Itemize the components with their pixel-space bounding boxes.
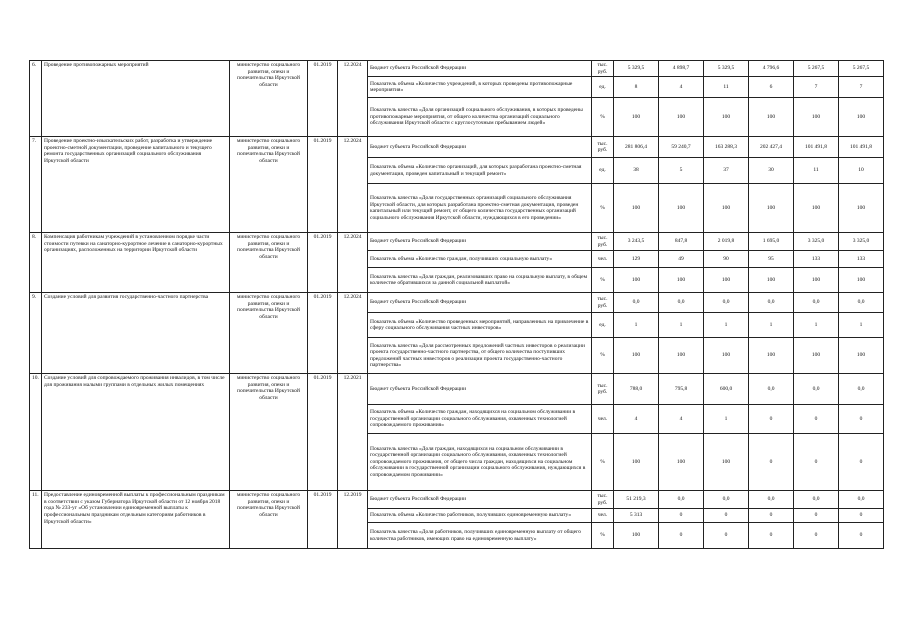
program-activities-table bbox=[29, 60, 884, 549]
indicator-value: 202 427,4 bbox=[749, 137, 794, 158]
indicator-value: 100 bbox=[794, 268, 839, 293]
indicator-value: 4 bbox=[659, 77, 704, 98]
indicator-value: 5 267,5 bbox=[794, 61, 839, 77]
indicator-text: Показатель качества «Доля организаций социального обслуживания, в которых проведены противопожарные мероприятия, от общего количества организаций социального обслуживания Иркутской области с круглосуточным пребыванием людей» bbox=[368, 98, 592, 137]
indicator-unit: ед. bbox=[592, 158, 614, 184]
indicator-value: 0 bbox=[704, 523, 749, 549]
indicator-text: Показатель объема «Количество работников, получивших единовременную выплату» bbox=[368, 509, 592, 523]
indicator-text: Показатель объема «Количество организаций, для которых разработана проектно-сметная документация, проведен капитальный и текущий ремонт» bbox=[368, 158, 592, 184]
indicator-value: 0,0 bbox=[749, 374, 794, 405]
end-date: 12.2024 bbox=[338, 233, 368, 293]
start-date: 01.2019 bbox=[308, 233, 338, 293]
indicator-value: 129 bbox=[614, 251, 659, 268]
executor: министерство социального развития, опеки и попечительства Иркутской области bbox=[230, 137, 308, 233]
indicator-value: 95 bbox=[749, 251, 794, 268]
program-table-page bbox=[29, 60, 883, 549]
indicator-value: 49 bbox=[659, 251, 704, 268]
indicator-value: 100 bbox=[749, 338, 794, 374]
indicator-value: 100 bbox=[704, 184, 749, 233]
end-date: 12.2024 bbox=[338, 293, 368, 374]
indicator-value: 100 bbox=[704, 434, 749, 491]
indicator-value: 0 bbox=[659, 523, 704, 549]
indicator-value: 11 bbox=[704, 77, 749, 98]
indicator-value: 100 bbox=[659, 338, 704, 374]
indicator-text: Показатель качества «Доля государственных организаций социального обслуживания Иркутской области, для которых разработана проектно-сметная документация, проведен капитальный или текущий ремонт, от общего количества государственных организаций социального обслуживания Иркутской области, нуждающихся в его проведении» bbox=[368, 184, 592, 233]
start-date: 01.2019 bbox=[308, 491, 338, 549]
start-date: 01.2019 bbox=[308, 374, 338, 491]
indicator-text: Показатель качества «Доля граждан, находящихся на социальном обслуживании в государственной организации социального обслуживания, охваченных технологией сопровождаемого проживания, от общего числа граждан, находящихся на социальном обслуживании в государственной организации социального обслуживания, нуждающихся в сопровождаемом проживании» bbox=[368, 434, 592, 491]
indicator-value: 133 bbox=[794, 251, 839, 268]
indicator-value: 100 bbox=[614, 268, 659, 293]
indicator-unit: % bbox=[592, 338, 614, 374]
indicator-value: 0 bbox=[794, 509, 839, 523]
start-date: 01.2019 bbox=[308, 137, 338, 233]
indicator-value: 0 bbox=[839, 509, 884, 523]
indicator-value: 0 bbox=[794, 405, 839, 434]
indicator-value: 0,0 bbox=[794, 293, 839, 313]
activity-name: Компенсация работникам учреждений в установленном порядке части стоимости путевки на санаторно-курортное лечение в санаторно-курортных организациях, расположенных на территории Иркутской области bbox=[42, 233, 230, 293]
table-row bbox=[30, 61, 884, 77]
indicator-text: Показатель качества «Доля работников, получивших единовременную выплату от общего количества работников, имеющих право на единовременную выплату» bbox=[368, 523, 592, 549]
indicator-value: 4 796,6 bbox=[749, 61, 794, 77]
indicator-value: 3 243,5 bbox=[614, 233, 659, 251]
indicator-value: 11 bbox=[794, 158, 839, 184]
indicator-value: 0,0 bbox=[749, 491, 794, 509]
indicator-text: Бюджет субъекта Российской Федерации bbox=[368, 233, 592, 251]
indicator-unit: тыс. руб. bbox=[592, 233, 614, 251]
indicator-value: 0 bbox=[839, 523, 884, 549]
indicator-text: Бюджет субъекта Российской Федерации bbox=[368, 491, 592, 509]
activity-name: Создание условий для сопровождаемого проживания инвалидов, в том числе для проживания малыми группами в отдельных жилых помещениях bbox=[42, 374, 230, 491]
indicator-value: 5 329,5 bbox=[614, 61, 659, 77]
indicator-value: 100 bbox=[839, 268, 884, 293]
indicator-value: 100 bbox=[614, 523, 659, 549]
indicator-value: 788,0 bbox=[614, 374, 659, 405]
indicator-value: 100 bbox=[659, 184, 704, 233]
indicator-text: Показатель объема «Количество учреждений, в которых проведены противопожарные мероприятия» bbox=[368, 77, 592, 98]
indicator-value: 59 240,7 bbox=[659, 137, 704, 158]
indicator-value: 600,0 bbox=[704, 374, 749, 405]
executor: министерство социального развития, опеки и попечительства Иркутской области bbox=[230, 293, 308, 374]
indicator-value: 0,0 bbox=[659, 491, 704, 509]
indicator-value: 1 bbox=[839, 313, 884, 338]
activity-name: Проведение противопожарных мероприятий bbox=[42, 61, 230, 137]
indicator-value: 1 bbox=[659, 313, 704, 338]
indicator-value: 100 bbox=[749, 184, 794, 233]
indicator-unit: % bbox=[592, 184, 614, 233]
indicator-unit: % bbox=[592, 98, 614, 137]
indicator-value: 100 bbox=[794, 184, 839, 233]
indicator-value: 100 bbox=[704, 268, 749, 293]
indicator-value: 5 bbox=[659, 158, 704, 184]
indicator-value: 100 bbox=[839, 338, 884, 374]
indicator-value: 100 bbox=[614, 434, 659, 491]
indicator-value: 4 898,7 bbox=[659, 61, 704, 77]
indicator-value: 5 267,5 bbox=[839, 61, 884, 77]
indicator-value: 100 bbox=[659, 268, 704, 293]
indicator-text: Показатель качества «Доля рассмотренных предложений частных инвесторов о реализации проекта государственно-частного партнерства, от общего количества поступивших предложений частных инвесторов о реализации проекта государственно-частного партнерства» bbox=[368, 338, 592, 374]
indicator-value: 0 bbox=[794, 523, 839, 549]
indicator-value: 100 bbox=[659, 434, 704, 491]
indicator-unit: ед. bbox=[592, 77, 614, 98]
indicator-value: 5 329,5 bbox=[704, 61, 749, 77]
indicator-value: 0,0 bbox=[839, 293, 884, 313]
indicator-value: 51 219,3 bbox=[614, 491, 659, 509]
indicator-value: 1 bbox=[704, 313, 749, 338]
indicator-value: 1 bbox=[704, 405, 749, 434]
indicator-value: 100 bbox=[704, 98, 749, 137]
indicator-value: 0,0 bbox=[839, 374, 884, 405]
table-row bbox=[30, 374, 884, 405]
indicator-unit: тыс. руб. bbox=[592, 293, 614, 313]
table-row bbox=[30, 491, 884, 509]
indicator-text: Показатель объема «Количество граждан, получивших социальную выплату» bbox=[368, 251, 592, 268]
indicator-text: Бюджет субъекта Российской Федерации bbox=[368, 137, 592, 158]
indicator-value: 100 bbox=[749, 268, 794, 293]
indicator-value: 3 325,0 bbox=[794, 233, 839, 251]
end-date: 12.2019 bbox=[338, 491, 368, 549]
start-date: 01.2019 bbox=[308, 293, 338, 374]
indicator-unit: тыс. руб. bbox=[592, 491, 614, 509]
indicator-unit: чел. bbox=[592, 509, 614, 523]
indicator-unit: % bbox=[592, 434, 614, 491]
indicator-value: 1 bbox=[749, 313, 794, 338]
indicator-value: 133 bbox=[839, 251, 884, 268]
row-number: 8. bbox=[30, 233, 42, 293]
indicator-value: 0 bbox=[794, 434, 839, 491]
indicator-value: 281 806,4 bbox=[614, 137, 659, 158]
indicator-value: 0 bbox=[659, 509, 704, 523]
indicator-value: 100 bbox=[839, 184, 884, 233]
indicator-value: 1 bbox=[614, 313, 659, 338]
indicator-value: 0 bbox=[704, 509, 749, 523]
indicator-text: Бюджет субъекта Российской Федерации bbox=[368, 374, 592, 405]
indicator-value: 8 bbox=[614, 77, 659, 98]
indicator-text: Показатель объема «Количество проведенных мероприятий, направленных на привлечение в сферу социального обслуживания частных инвесторов» bbox=[368, 313, 592, 338]
indicator-value: 0 bbox=[749, 523, 794, 549]
row-number: 6. bbox=[30, 61, 42, 137]
indicator-value: 3 325,0 bbox=[839, 233, 884, 251]
start-date: 01.2019 bbox=[308, 61, 338, 137]
indicator-value: 0 bbox=[749, 509, 794, 523]
indicator-value: 0,0 bbox=[794, 491, 839, 509]
executor: министерство социального развития, опеки и попечительства Иркутской области bbox=[230, 61, 308, 137]
indicator-value: 5 313 bbox=[614, 509, 659, 523]
indicator-unit: % bbox=[592, 523, 614, 549]
indicator-unit: тыс. руб. bbox=[592, 61, 614, 77]
indicator-value: 0,0 bbox=[794, 374, 839, 405]
indicator-value: 100 bbox=[659, 98, 704, 137]
indicator-value: 100 bbox=[794, 98, 839, 137]
indicator-value: 101 491,8 bbox=[794, 137, 839, 158]
row-number: 7. bbox=[30, 137, 42, 233]
indicator-value: 1 bbox=[794, 313, 839, 338]
end-date: 12.2024 bbox=[338, 137, 368, 233]
indicator-value: 30 bbox=[749, 158, 794, 184]
indicator-value: 7 bbox=[794, 77, 839, 98]
table-row bbox=[30, 137, 884, 158]
indicator-value: 100 bbox=[794, 338, 839, 374]
indicator-value: 100 bbox=[614, 184, 659, 233]
activity-name: Проведение проектно-изыскательских работ, разработка и утверждение проектно-сметной документации, проведение капитального и текущего ремонта государственных организаций социального обслуживания Иркутской области bbox=[42, 137, 230, 233]
end-date: 12.2024 bbox=[338, 61, 368, 137]
indicator-unit: тыс. руб. bbox=[592, 374, 614, 405]
indicator-value: 0,0 bbox=[614, 293, 659, 313]
indicator-unit: ед. bbox=[592, 313, 614, 338]
activity-name: Предоставление единовременной выплаты к профессиональным праздникам в соответствии с указом Губернатора Иркутской области от 12 ноября 2018 года № 233-уг «Об установлении единовременной выплаты к профессиональным праздникам отдельным категориям работников в Иркутской области» bbox=[42, 491, 230, 549]
indicator-unit: тыс. руб. bbox=[592, 137, 614, 158]
indicator-text: Показатель объема «Количество граждан, находящихся на социальном обслуживании в государственной организации социального обслуживания, охваченных технологией сопровождаемого проживания» bbox=[368, 405, 592, 434]
row-number: 11. bbox=[30, 491, 42, 549]
indicator-unit: % bbox=[592, 268, 614, 293]
indicator-value: 6 bbox=[749, 77, 794, 98]
indicator-value: 10 bbox=[839, 158, 884, 184]
indicator-value: 38 bbox=[614, 158, 659, 184]
indicator-value: 847,8 bbox=[659, 233, 704, 251]
indicator-value: 0,0 bbox=[704, 491, 749, 509]
indicator-value: 101 491,8 bbox=[839, 137, 884, 158]
executor: министерство социального развития, опеки и попечительства Иркутской области bbox=[230, 233, 308, 293]
indicator-value: 100 bbox=[614, 338, 659, 374]
executor: министерство социального развития, опеки и попечительства Иркутской области bbox=[230, 491, 308, 549]
indicator-value: 0 bbox=[839, 405, 884, 434]
indicator-value: 100 bbox=[704, 338, 749, 374]
indicator-value: 100 bbox=[614, 98, 659, 137]
row-number: 10. bbox=[30, 374, 42, 491]
indicator-value: 90 bbox=[704, 251, 749, 268]
indicator-value: 0,0 bbox=[839, 491, 884, 509]
table-row bbox=[30, 233, 884, 251]
indicator-value: 100 bbox=[839, 98, 884, 137]
indicator-unit: чел. bbox=[592, 251, 614, 268]
row-number: 9. bbox=[30, 293, 42, 374]
indicator-value: 0 bbox=[839, 434, 884, 491]
table-row bbox=[30, 293, 884, 313]
indicator-value: 37 bbox=[704, 158, 749, 184]
indicator-unit: чел. bbox=[592, 405, 614, 434]
indicator-text: Показатель качества «Доля граждан, реализовавших право на социальную выплату, в общем количестве обратившихся за данной социальной выплатой» bbox=[368, 268, 592, 293]
indicator-value: 0,0 bbox=[749, 293, 794, 313]
indicator-text: Бюджет субъекта Российской Федерации bbox=[368, 61, 592, 77]
indicator-value: 163 288,3 bbox=[704, 137, 749, 158]
indicator-value: 0 bbox=[749, 405, 794, 434]
indicator-value: 1 695,0 bbox=[749, 233, 794, 251]
indicator-value: 4 bbox=[659, 405, 704, 434]
indicator-value: 0,0 bbox=[659, 293, 704, 313]
executor: министерство социального развития, опеки и попечительства Иркутской области bbox=[230, 374, 308, 491]
indicator-value: 100 bbox=[749, 98, 794, 137]
indicator-value: 0,0 bbox=[704, 293, 749, 313]
indicator-value: 7 bbox=[839, 77, 884, 98]
indicator-value: 4 bbox=[614, 405, 659, 434]
indicator-value: 2 019,8 bbox=[704, 233, 749, 251]
activity-name: Создание условий для развития государственно-частного партнерства bbox=[42, 293, 230, 374]
indicator-value: 0 bbox=[749, 434, 794, 491]
indicator-value: 795,8 bbox=[659, 374, 704, 405]
end-date: 12.2021 bbox=[338, 374, 368, 491]
indicator-text: Бюджет субъекта Российской Федерации bbox=[368, 293, 592, 313]
